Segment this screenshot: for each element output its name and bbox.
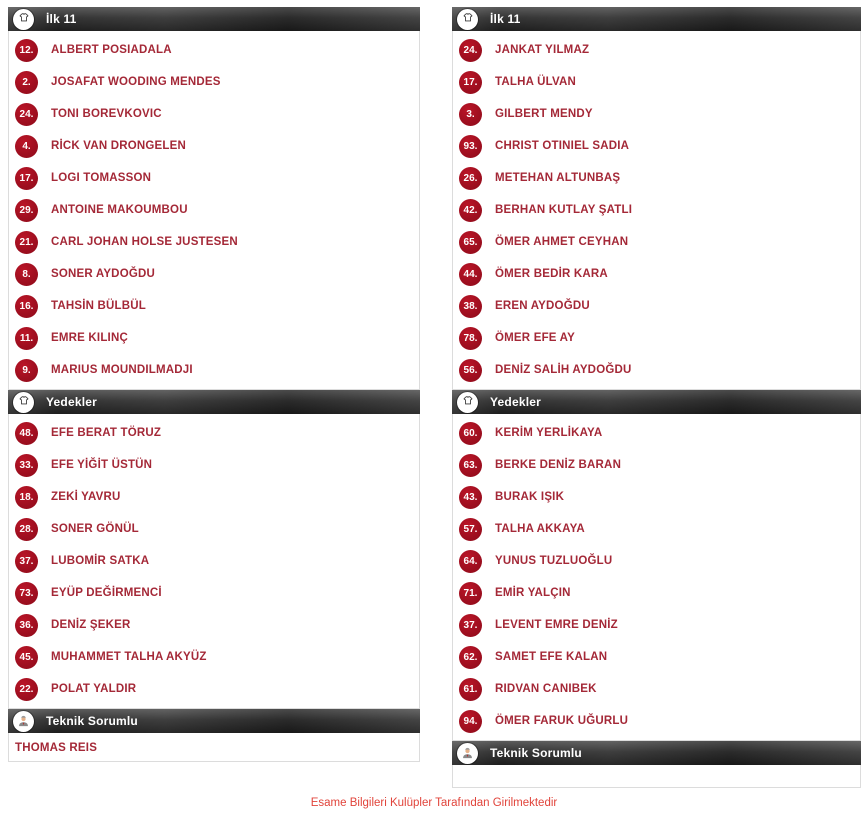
jersey-icon: [13, 9, 34, 30]
player-row: [9, 513, 419, 545]
player-number-badge: 61.: [459, 678, 482, 701]
player-number-badge: 37.: [15, 550, 38, 573]
section-title: İlk 11: [490, 12, 521, 26]
player-row: [453, 641, 860, 673]
player-row: [9, 162, 419, 194]
player-name[interactable]: RİCK VAN DRONGELEN: [51, 140, 187, 152]
player-name[interactable]: EMİR YALÇIN: [495, 587, 571, 599]
player-name[interactable]: CHRIST OTINIEL SADIA: [495, 140, 630, 152]
player-name[interactable]: SONER GÖNÜL: [51, 523, 139, 535]
player-number-badge: 94.: [459, 710, 482, 733]
footer-note: Esame Bilgileri Kulüpler Tarafından Girilmektedir: [310, 797, 558, 809]
player-number-badge: 71.: [459, 582, 482, 605]
player-number-badge: 22.: [15, 678, 38, 701]
section-body: [452, 31, 861, 390]
section-title: Yedekler: [46, 395, 97, 409]
jersey-icon: [457, 9, 478, 30]
player-row: [453, 705, 860, 737]
player-row: [453, 545, 860, 577]
player-name[interactable]: MARIUS MOUNDILMADJI: [51, 364, 193, 376]
player-row: [9, 130, 419, 162]
player-row: [9, 34, 419, 66]
player-name[interactable]: YUNUS TUZLUOĞLU: [495, 555, 613, 567]
player-name[interactable]: BERKE DENİZ BARAN: [495, 459, 622, 471]
player-name[interactable]: ÖMER BEDİR KARA: [495, 268, 608, 280]
player-number-badge: 33.: [15, 454, 38, 477]
player-number-badge: 57.: [459, 518, 482, 541]
player-row: [453, 226, 860, 258]
player-row: [9, 417, 419, 449]
player-name[interactable]: KERİM YERLİKAYA: [495, 427, 603, 439]
staff-name[interactable]: THOMAS REIS: [15, 742, 98, 754]
player-row: [453, 673, 860, 705]
section-header: [452, 390, 861, 414]
home-lineup-panel: [8, 7, 420, 762]
section-body: [8, 31, 420, 390]
player-name[interactable]: DENİZ ŞEKER: [51, 619, 131, 631]
player-row: [453, 322, 860, 354]
player-row: [9, 545, 419, 577]
player-row: [453, 290, 860, 322]
lineup-section: [8, 390, 420, 709]
player-row: [9, 258, 419, 290]
player-name[interactable]: TALHA AKKAYA: [495, 523, 585, 535]
player-row: [9, 290, 419, 322]
player-name[interactable]: ÖMER FARUK UĞURLU: [495, 715, 629, 727]
player-number-badge: 28.: [15, 518, 38, 541]
player-number-badge: 9.: [15, 359, 38, 382]
player-number-badge: 73.: [15, 582, 38, 605]
player-name[interactable]: ZEKİ YAVRU: [51, 491, 121, 503]
player-name[interactable]: ÖMER EFE AY: [495, 332, 575, 344]
player-number-badge: 44.: [459, 263, 482, 286]
player-name[interactable]: TAHSİN BÜLBÜL: [51, 300, 147, 312]
section-body: [8, 414, 420, 709]
player-number-badge: 64.: [459, 550, 482, 573]
section-header: [452, 741, 861, 765]
jersey-icon: [457, 392, 478, 413]
lineup-section: [8, 7, 420, 390]
player-name[interactable]: JOSAFAT WOODING MENDES: [51, 76, 221, 88]
player-number-badge: 24.: [459, 39, 482, 62]
player-row: [453, 354, 860, 386]
player-name[interactable]: EREN AYDOĞDU: [495, 300, 590, 312]
section-header: [8, 390, 420, 414]
player-number-badge: 24.: [15, 103, 38, 126]
player-name[interactable]: JANKAT YILMAZ: [495, 44, 590, 56]
player-number-badge: 62.: [459, 646, 482, 669]
player-row: [9, 609, 419, 641]
player-number-badge: 63.: [459, 454, 482, 477]
player-number-badge: 16.: [15, 295, 38, 318]
player-name[interactable]: EYÜP DEĞİRMENCİ: [51, 587, 162, 599]
lineup-section: [452, 741, 861, 788]
player-row: [453, 130, 860, 162]
jersey-icon: [13, 392, 34, 413]
player-row: [453, 66, 860, 98]
player-number-badge: 26.: [459, 167, 482, 190]
player-number-badge: 12.: [15, 39, 38, 62]
player-number-badge: 18.: [15, 486, 38, 509]
player-name[interactable]: BURAK IŞIK: [495, 491, 565, 503]
player-name[interactable]: EMRE KILINÇ: [51, 332, 128, 344]
player-name[interactable]: LEVENT EMRE DENİZ: [495, 619, 618, 631]
coach-icon: [457, 743, 478, 764]
player-name[interactable]: ÖMER AHMET CEYHAN: [495, 236, 629, 248]
player-number-badge: 78.: [459, 327, 482, 350]
section-title: Teknik Sorumlu: [490, 746, 582, 760]
player-number-badge: 21.: [15, 231, 38, 254]
away-lineup-panel: [452, 7, 861, 788]
player-number-badge: 65.: [459, 231, 482, 254]
coach-icon: [13, 711, 34, 732]
staff-body: [8, 733, 420, 762]
player-number-badge: 11.: [15, 327, 38, 350]
player-name[interactable]: EFE YİĞİT ÜSTÜN: [51, 459, 153, 471]
player-number-badge: 60.: [459, 422, 482, 445]
player-row: [453, 258, 860, 290]
player-row: [9, 449, 419, 481]
player-number-badge: 3.: [459, 103, 482, 126]
player-number-badge: 17.: [15, 167, 38, 190]
player-name[interactable]: EFE BERAT TÖRUZ: [51, 427, 162, 439]
player-row: [9, 322, 419, 354]
player-row: [9, 577, 419, 609]
lineup-section: [8, 709, 420, 762]
player-name[interactable]: LOGI TOMASSON: [51, 172, 152, 184]
player-name[interactable]: ANTOINE MAKOUMBOU: [51, 204, 188, 216]
player-name[interactable]: METEHAN ALTUNBAŞ: [495, 172, 621, 184]
player-name[interactable]: SONER AYDOĞDU: [51, 268, 155, 280]
player-name[interactable]: ALBERT POSIADALA: [51, 44, 172, 56]
player-row: [453, 609, 860, 641]
player-number-badge: 45.: [15, 646, 38, 669]
player-name[interactable]: TALHA ÜLVAN: [495, 76, 576, 88]
player-number-badge: 93.: [459, 135, 482, 158]
player-name[interactable]: SAMET EFE KALAN: [495, 651, 608, 663]
section-title: İlk 11: [46, 12, 77, 26]
player-row: [9, 66, 419, 98]
player-number-badge: 48.: [15, 422, 38, 445]
player-row: [9, 673, 419, 705]
player-row: [453, 449, 860, 481]
player-name[interactable]: DENİZ SALİH AYDOĞDU: [495, 364, 632, 376]
player-row: [453, 481, 860, 513]
player-number-badge: 43.: [459, 486, 482, 509]
player-row: [453, 34, 860, 66]
player-number-badge: 56.: [459, 359, 482, 382]
player-row: [9, 354, 419, 386]
player-row: [453, 194, 860, 226]
player-row: [9, 226, 419, 258]
player-number-badge: 8.: [15, 263, 38, 286]
player-number-badge: 4.: [15, 135, 38, 158]
staff-body: [452, 765, 861, 788]
player-name[interactable]: CARL JOHAN HOLSE JUSTESEN: [51, 236, 238, 248]
player-name[interactable]: POLAT YALDIR: [51, 683, 137, 695]
player-row: [9, 98, 419, 130]
lineup-section: [452, 7, 861, 390]
player-number-badge: 17.: [459, 71, 482, 94]
player-row: [453, 513, 860, 545]
section-header: [8, 7, 420, 31]
section-header: [452, 7, 861, 31]
lineup-section: [452, 390, 861, 741]
player-number-badge: 38.: [459, 295, 482, 318]
player-row: [9, 641, 419, 673]
player-name[interactable]: GILBERT MENDY: [495, 108, 593, 120]
player-row: [9, 481, 419, 513]
section-title: Yedekler: [490, 395, 541, 409]
player-name[interactable]: LUBOMİR SATKA: [51, 555, 150, 567]
player-name[interactable]: MUHAMMET TALHA AKYÜZ: [51, 651, 207, 663]
player-row: [453, 98, 860, 130]
player-row: [9, 194, 419, 226]
section-body: [452, 414, 861, 741]
player-number-badge: 2.: [15, 71, 38, 94]
player-name[interactable]: RIDVAN CANIBEK: [495, 683, 597, 695]
player-number-badge: 29.: [15, 199, 38, 222]
player-row: [453, 417, 860, 449]
player-row: [453, 577, 860, 609]
player-number-badge: 37.: [459, 614, 482, 637]
player-row: [453, 162, 860, 194]
player-number-badge: 42.: [459, 199, 482, 222]
player-number-badge: 36.: [15, 614, 38, 637]
player-name[interactable]: BERHAN KUTLAY ŞATLI: [495, 204, 633, 216]
section-title: Teknik Sorumlu: [46, 714, 138, 728]
player-name[interactable]: TONI BOREVKOVIC: [51, 108, 162, 120]
section-header: [8, 709, 420, 733]
